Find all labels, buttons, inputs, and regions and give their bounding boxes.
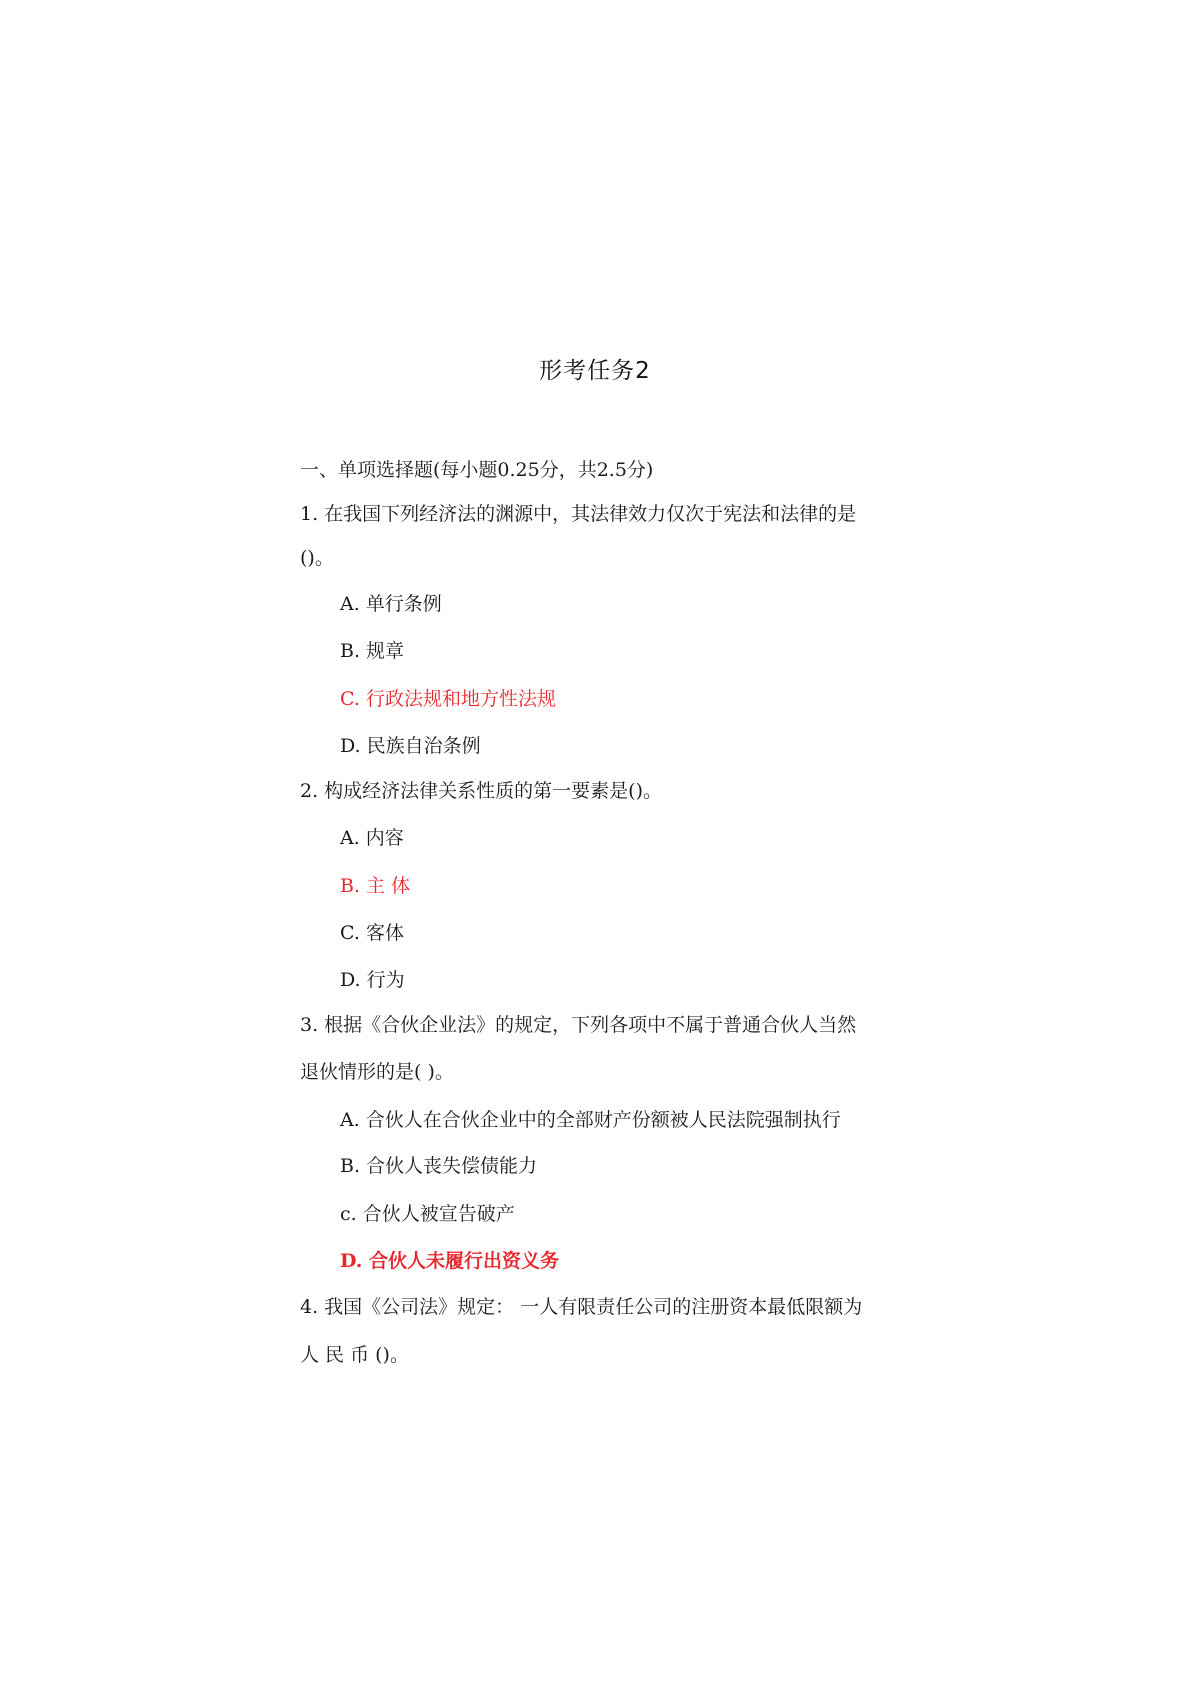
question-3-option-c: c. 合伙人被宣告破产 [340,1203,515,1225]
question-2-option-d: D. 行为 [340,969,405,991]
question-1-option-b: B. 规章 [340,640,405,662]
question-1-stem-line2: ()。 [300,547,334,569]
question-1-option-a: A. 单行条例 [340,593,442,615]
question-3-option-a: A. 合伙人在合伙企业中的全部财产份额被人民法院强制执行 [340,1109,841,1131]
question-3-stem-line2: 退伙情形的是( )。 [300,1061,454,1083]
question-4-stem-line2: 人 民 币 ()。 [300,1344,409,1366]
question-2-option-c: C. 客体 [340,922,404,944]
page-title: 形考任务2 [539,358,651,384]
question-1-option-d: D. 民族自治条例 [340,735,481,757]
question-1-option-c-answer: C. 行政法规和地方性法规 [340,688,556,710]
section-heading: 一、单项选择题(每小题0.25分，共2.5分) [300,459,654,481]
question-2-stem: 2. 构成经济法律关系性质的第一要素是()。 [300,780,662,802]
question-3-option-d-answer: D. 合伙人未履行出资义务 [340,1250,560,1272]
question-4-stem-line1: 4. 我国《公司法》规定： 一人有限责任公司的注册资本最低限额为 [300,1296,863,1318]
question-1-stem-line1: 1. 在我国下列经济法的渊源中，其法律效力仅次于宪法和法律的是 [300,503,857,525]
question-2-option-a: A. 内容 [340,827,404,849]
question-3-stem-line1: 3. 根据《合伙企业法》的规定，下列各项中不属于普通合伙人当然 [300,1014,857,1036]
question-2-option-b-answer: B. 主 体 [340,875,411,897]
question-3-option-b: B. 合伙人丧失偿债能力 [340,1155,538,1177]
